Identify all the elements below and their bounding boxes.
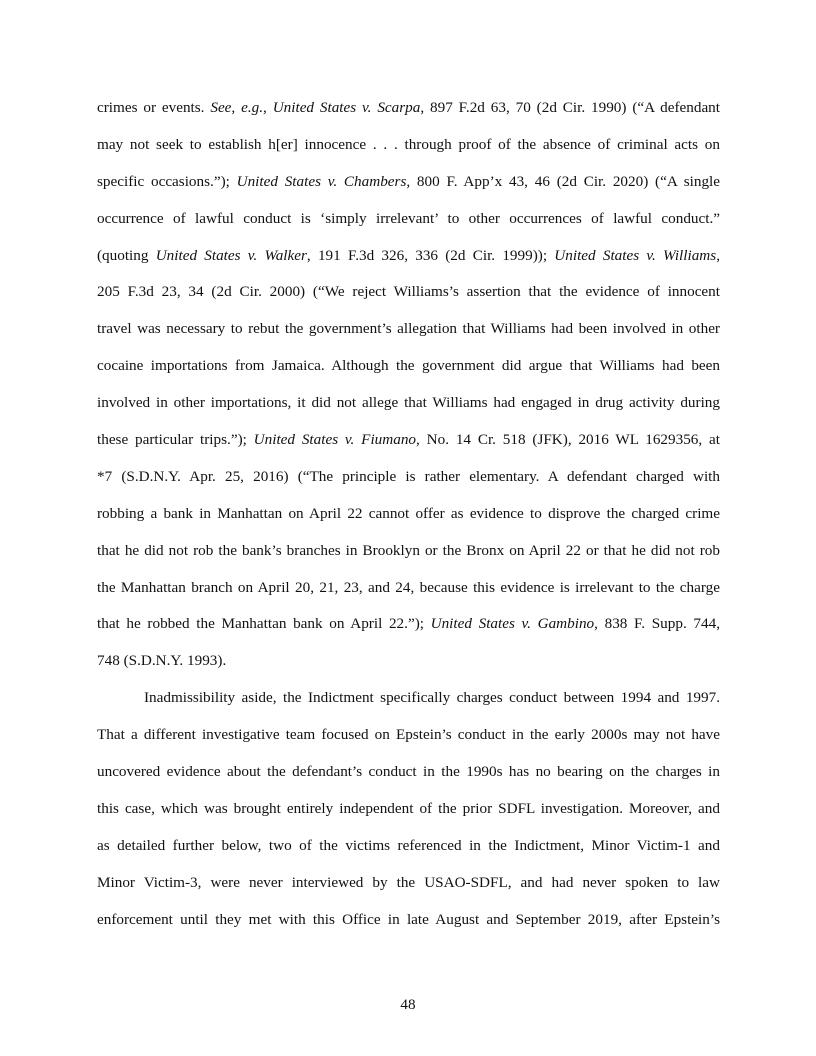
text-line xyxy=(97,311,720,348)
text-run: travel was necessary to rebut the government’s allegation that Williams had been involved in other xyxy=(97,320,720,338)
text-line xyxy=(97,422,720,459)
text-run: , xyxy=(263,99,273,116)
text-line xyxy=(97,680,720,717)
text-run: , xyxy=(716,246,720,264)
text-line xyxy=(97,201,720,238)
text-run: 748 (S.D.N.Y. 1993). xyxy=(97,652,227,670)
text-run: that he robbed the Manhattan bank on April 22.”); xyxy=(97,615,431,633)
body-text xyxy=(97,90,720,938)
text-line xyxy=(97,348,720,385)
text-line xyxy=(97,90,720,127)
text-run: uncovered evidence about the defendant’s conduct in the 1990s has no bearing on the charges in xyxy=(97,763,720,781)
case-citation: United States v. Walker xyxy=(155,246,307,264)
text-run: , No. 14 Cr. 518 (JFK), 2016 WL 1629356, at xyxy=(416,431,720,449)
text-line xyxy=(97,164,720,201)
text-run: the Manhattan branch on April 20, 21, 23, and 24, because this evidence is irrelevant to the charge xyxy=(97,578,720,596)
text-line xyxy=(97,865,720,902)
text-run: enforcement until they met with this Office in late August and September 2019, after Epstein’s xyxy=(97,910,720,928)
text-line xyxy=(97,606,720,643)
text-line xyxy=(97,570,720,607)
text-line xyxy=(97,274,720,311)
text-run: , 838 F. Supp. 744, xyxy=(594,615,720,633)
text-line xyxy=(97,902,720,939)
text-run: , 897 F.2d 63, 70 (2d Cir. 1990) (“A defendant xyxy=(420,99,720,116)
text-run: That a different investigative team focused on Epstein’s conduct in the early 2000s may not have xyxy=(97,726,720,744)
text-run: *7 (S.D.N.Y. Apr. 25, 2016) (“The principle is rather elementary. A defendant charged with xyxy=(97,467,720,485)
text-line xyxy=(97,238,720,275)
text-run: this case, which was brought entirely independent of the prior SDFL investigation. Moreover, and xyxy=(97,799,720,817)
text-line xyxy=(97,496,720,533)
text-line xyxy=(97,127,720,164)
text-line xyxy=(97,717,720,754)
case-citation: United States v. Chambers xyxy=(236,172,407,190)
case-citation: See, e.g. xyxy=(210,99,264,116)
case-citation: United States v. Williams xyxy=(554,246,717,264)
text-line xyxy=(97,459,720,496)
paragraph-inadmissibility xyxy=(97,680,720,938)
text-run: that he did not rob the bank’s branches in Brooklyn or the Bronx on April 22 or that he did not rob xyxy=(97,541,720,559)
text-run: (quoting xyxy=(97,246,156,264)
text-line xyxy=(97,754,720,791)
text-run: crimes or events. xyxy=(97,99,211,116)
text-run: these particular trips.”); xyxy=(97,431,254,449)
text-line xyxy=(97,828,720,865)
case-citation: United States v. Gambino xyxy=(430,615,595,633)
text-run: , 800 F. App’x 43, 46 (2d Cir. 2020) (“A single xyxy=(406,172,720,190)
text-run: robbing a bank in Manhattan on April 22 cannot offer as evidence to disprove the charged crime xyxy=(97,504,720,522)
text-run: may not seek to establish h[er] innocence . . . through proof of the absence of criminal acts on xyxy=(97,135,720,153)
text-line xyxy=(97,385,720,422)
case-citation: United States v. Fiumano xyxy=(253,431,417,449)
text-line xyxy=(97,791,720,828)
text-run: 205 F.3d 23, 34 (2d Cir. 2000) (“We reject Williams’s assertion that the evidence of innocent xyxy=(97,283,720,301)
text-run: Inadmissibility aside, the Indictment specifically charges conduct between 1994 and 1997. xyxy=(144,689,720,707)
paragraph-citations xyxy=(97,90,720,680)
page-number: 48 xyxy=(400,996,416,1013)
text-run: occurrence of lawful conduct is ‘simply irrelevant’ to other occurrences of lawful conduct.” xyxy=(97,209,720,227)
text-line xyxy=(97,643,720,680)
text-run: cocaine importations from Jamaica. Although the government did argue that Williams had been xyxy=(97,357,720,375)
text-run: involved in other importations, it did not allege that Williams had engaged in drug activity during xyxy=(97,394,720,412)
text-line xyxy=(97,533,720,570)
text-run: as detailed further below, two of the victims referenced in the Indictment, Minor Victim-1 and xyxy=(97,836,720,854)
case-citation: United States v. Scarpa xyxy=(272,99,421,116)
text-run: , 191 F.3d 326, 336 (2d Cir. 1999)); xyxy=(306,246,555,264)
text-run: Minor Victim-3, were never interviewed by the USAO-SDFL, and had never spoken to law xyxy=(97,873,720,891)
text-run: specific occasions.”); xyxy=(97,172,237,190)
